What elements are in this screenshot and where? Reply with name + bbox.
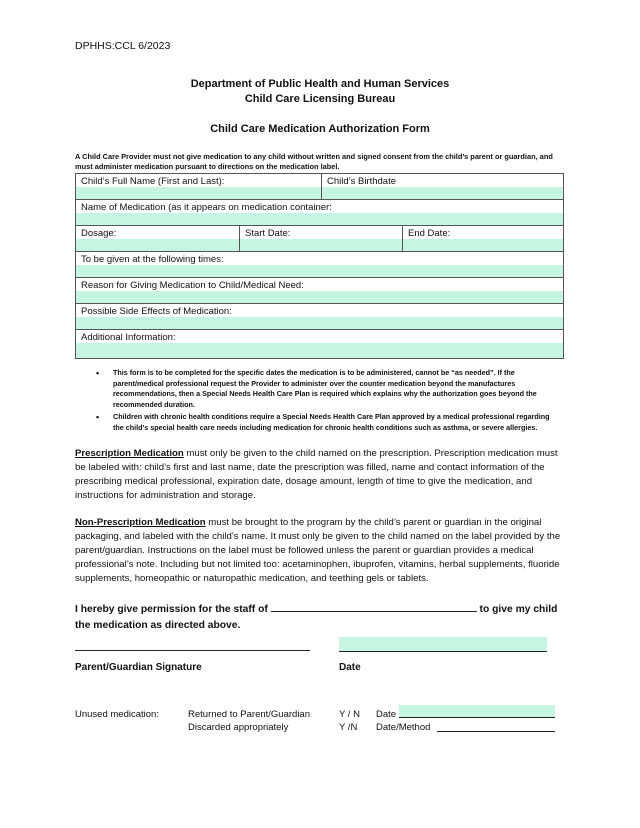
bureau-name: Child Care Licensing Bureau [244, 93, 396, 105]
signature-date-field[interactable] [339, 637, 547, 652]
form-title: Child Care Medication Authorization Form [210, 123, 430, 135]
department-name: Department of Public Health and Human Services [190, 78, 450, 90]
reason-label: Reason for Giving Medication to Child/Medical Need: [81, 280, 304, 291]
dosage-label: Dosage: [81, 228, 117, 239]
table-row [76, 199, 563, 225]
permission-statement [75, 600, 567, 634]
returned-yes-no[interactable]: Y / N [339, 709, 360, 720]
start-date-label: Start Date: [245, 228, 291, 239]
prescription-paragraph [75, 447, 567, 503]
side-effects-cell [76, 304, 563, 329]
returned-date-label: Date [376, 709, 397, 720]
birthdate-cell [321, 174, 563, 199]
additional-info-field[interactable] [76, 343, 563, 358]
table-row [76, 303, 563, 329]
notes-list [96, 368, 561, 435]
list-item: • Children with chronic health conditions require a Special Needs Health Care Plan approved by a medical professional regarding the child’s special health care needs including medication for chronic health conditions such as asthma, or severe allergies. [96, 412, 561, 433]
returned-option-label: Returned to Parent/Guardian [188, 709, 310, 720]
nonprescription-text: must be brought to the program by the child’s parent or guardian in the original packaging, and labeled with the child’s name. It must only be given to the child named on the label provided by the parent/guardian. Instructions on the label must be followed unless the parent or guardian provides a medical professional’s note. Including but not limited too: acetaminophen, ibuprofen, vitamins, herbal supplements, fluoride supplements, homeopathic or naturopathic medication, and teething gels or tablets. [75, 517, 561, 584]
medication-name-field[interactable] [76, 213, 563, 225]
unused-medication-label: Unused medication: [75, 709, 159, 720]
header-block [0, 77, 640, 107]
discarded-yes-no[interactable]: Y /N [339, 722, 358, 733]
permission-text-end: to give my child the medication as directed above. [75, 604, 558, 631]
date-label: Date [339, 662, 361, 673]
reason-cell [76, 278, 563, 303]
provider-name-blank[interactable] [271, 600, 477, 612]
permission-text-start: I hereby give permission for the staff of [75, 604, 271, 615]
form-code: DPHHS:CCL 6/2023 [75, 40, 171, 52]
table-row [76, 329, 563, 358]
start-date-field[interactable] [240, 239, 402, 251]
child-name-cell [76, 174, 321, 199]
dosage-cell [76, 226, 239, 251]
end-date-cell [402, 226, 563, 251]
signature-label: Parent/Guardian Signature [75, 662, 202, 673]
times-field[interactable] [76, 265, 563, 277]
nonprescription-paragraph [75, 516, 567, 586]
medication-name-cell [76, 200, 563, 225]
nonprescription-heading: Non-Prescription Medication [75, 517, 206, 528]
reason-field[interactable] [76, 291, 563, 303]
child-name-field[interactable] [76, 187, 321, 199]
additional-info-cell [76, 330, 563, 358]
side-effects-field[interactable] [76, 317, 563, 329]
discarded-option-label: Discarded appropriately [188, 722, 289, 733]
table-row [76, 251, 563, 277]
start-date-cell [239, 226, 402, 251]
additional-info-label: Additional Information: [81, 332, 176, 343]
signature-line[interactable] [75, 650, 310, 651]
times-cell [76, 252, 563, 277]
prescription-heading: Prescription Medication [75, 448, 184, 459]
returned-date-field[interactable] [399, 705, 555, 718]
end-date-label: End Date: [408, 228, 451, 239]
dosage-field[interactable] [76, 239, 239, 251]
table-row [76, 174, 563, 199]
medication-info-table [75, 173, 564, 359]
table-row [76, 225, 563, 251]
child-name-label: Child’s Full Name (First and Last): [81, 176, 225, 187]
birthdate-field[interactable] [322, 187, 563, 199]
table-row [76, 277, 563, 303]
side-effects-label: Possible Side Effects of Medication: [81, 306, 232, 317]
discarded-method-field[interactable] [437, 719, 555, 732]
times-label: To be given at the following times: [81, 254, 224, 265]
discarded-method-label: Date/Method [376, 722, 431, 733]
prescription-text: must only be given to the child named on the prescription. Prescription medication must be labeled with: child’s first and last name, date the prescription was filled, name and contact information of the prescribing medical professional, expiration date, dosage amount, length of time to give the medication, and instructions for administration and storage. [75, 448, 558, 501]
end-date-field[interactable] [403, 239, 563, 251]
intro-text: A Child Care Provider must not give medication to any child without written and signed consent from the child’s parent or guardian, and must administer medication pursuant to directions on the medication label. [75, 152, 553, 171]
list-item: • This form is to be completed for the specific dates the medication is to be administered, cannot be “as needed”. If the parent/medical professional request the Provider to administer over the counter medication beyond the manufactures recommendations, then a Special Needs Health Care Plan is required which explains why the authorization goes beyond the recommended duration. [96, 368, 561, 410]
medication-name-label: Name of Medication (as it appears on medication container: [81, 202, 332, 213]
birthdate-label: Child’s Birthdate [327, 176, 397, 187]
